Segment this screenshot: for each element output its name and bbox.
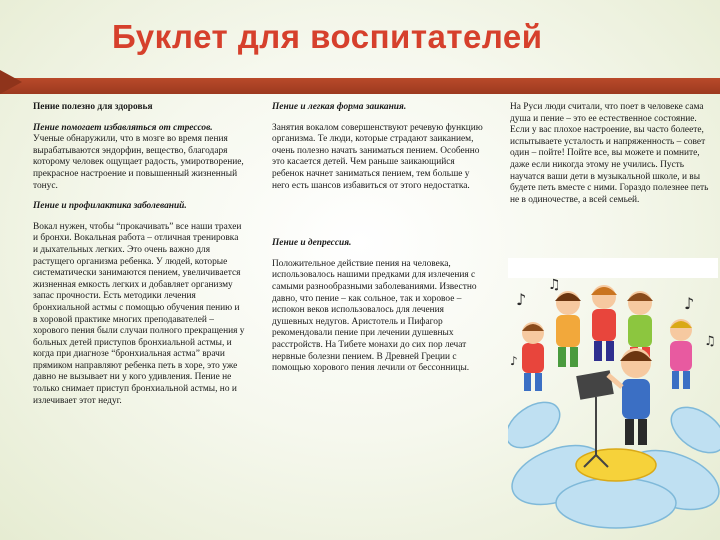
svg-text:♫: ♫ bbox=[704, 334, 716, 349]
heading-prevention: Пение и профилактика заболеваний. bbox=[33, 201, 187, 212]
heading-health: Пение полезно для здоровья bbox=[33, 102, 153, 112]
column-left bbox=[33, 102, 245, 407]
paragraph-prevention: Вокал нужен, чтобы “прокачивать” все наши трахеи и бронхи. Вокальная работа – отличная тренировка и дыхательных легких. Это очень важно для растущего организма ребенка. У людей, которые систематически занимаются пением, увеличивается жизненная емкость легких и добавляет организму запас прочности. Есть методики лечения бронхиальной астмы с помощью обучения пению и в хоровой практике многих преподавателей – хорового пения были случаи полного прекращения у больных детей приступов бронхиальной астмы, и когда при диагнозе “бронхиальная астма” врачи прямиком направляют ребенка петь в хоре, это уже давно не вызывает ни у кого удивления. Пение не только снимает приступ бронхиальной астмы, но и излечивает этот недуг. bbox=[33, 221, 245, 406]
column-right bbox=[510, 102, 710, 206]
paragraph-stutter: Занятия вокалом совершенствуют речевую функцию организма. Те люди, которые страдают заиканием, очень полезно начать заниматься пением. Особенно это касается детей. Чем раньше заикающийся ребенок начнет заниматься пением, тем больше у него есть шансов избавиться от этого недостатка. bbox=[272, 122, 483, 191]
paragraph-russia: На Руси люди считали, что поет в человеке сама душа и пение – это ее естественное состояние. Если у вас плохое настроение, вы часто болеете, испытываете усталость и напряженность – совет один – пойте! Пойте все, вы можете и помните, даже если никогда этому не учились. Пусть научатся ваши дети в музыкальной школе, и вы будете петь вместе с ними. Гораздо полезнее петь не в одиночестве, а всей семьей. bbox=[510, 102, 709, 205]
paragraph-depression: Положительное действие пения на человека, использовалось нашими предками для излечения с самыми разнообразными заболеваниями. Известно давно, что пение – как сольное, так и хоровое – испокон веков использовалось для лечения душевных недугов. Аристотель и Пифагор рекомендовали пение при лечении душевных расстройств. На Тибете монахи до сих пор лечат нервные болезни пением. В Древней Греции с помощью хорового пения лечили от бессонницы. bbox=[272, 258, 477, 374]
stress-text: Ученые обнаружили, что в мозге во время пения вырабатываются эндорфин, вещество, благодаря которому человек ощущает радость, умиротворение, прекрасное настроение и повышенный жизненный тонус. bbox=[33, 134, 244, 191]
svg-text:♫: ♫ bbox=[548, 277, 561, 293]
svg-text:♪: ♪ bbox=[684, 294, 695, 313]
paragraph-stress bbox=[33, 123, 245, 193]
title-banner bbox=[0, 78, 720, 94]
banner-arrow-tip bbox=[0, 70, 22, 94]
column-middle bbox=[272, 102, 487, 375]
booklet-title: Буклет для воспитателей bbox=[112, 18, 543, 55]
heading-depression: Пение и депрессия. bbox=[272, 238, 352, 249]
svg-text:♪: ♪ bbox=[516, 290, 527, 309]
heading-stutter: Пение и легкая форма заикания. bbox=[272, 102, 407, 112]
svg-text:♪: ♪ bbox=[510, 354, 518, 368]
singing-children-illustration bbox=[508, 275, 720, 537]
stress-lead: Пение помогает избавляться от стрессов. bbox=[33, 122, 213, 133]
